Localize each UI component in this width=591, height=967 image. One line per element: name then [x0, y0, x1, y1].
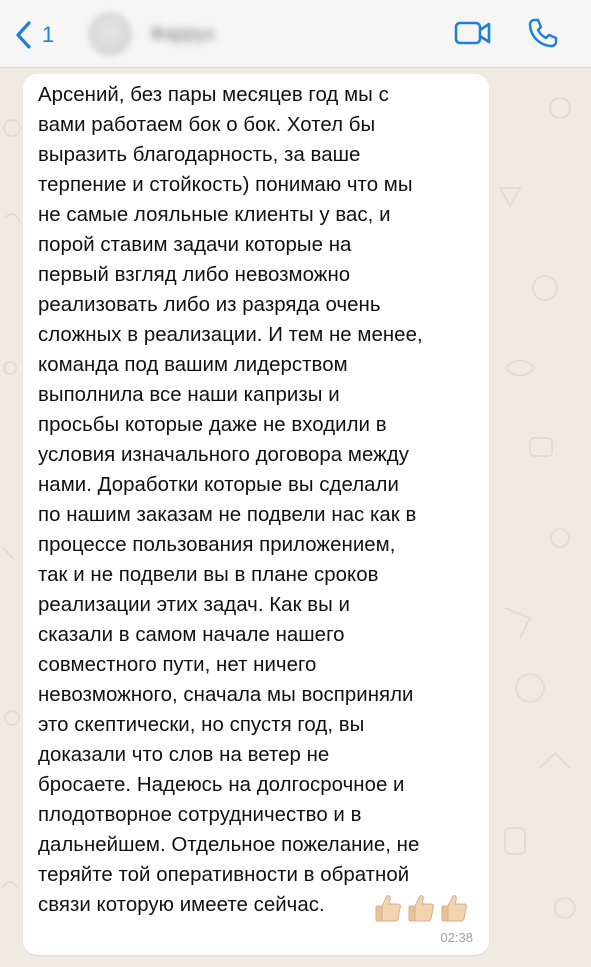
- video-call-button[interactable]: [453, 16, 493, 55]
- back-button[interactable]: [14, 18, 54, 52]
- video-call-icon: [453, 16, 493, 50]
- thumbs-up-emoji: [373, 892, 403, 924]
- phone-call-icon: [526, 16, 560, 50]
- thumbs-up-emoji: [406, 892, 436, 924]
- thumbs-up-emoji: [439, 892, 469, 924]
- message-timestamp: 02:38: [440, 930, 473, 945]
- contact-name[interactable]: Фаррух: [150, 24, 215, 45]
- message-text: Арсений, без пары месяцев год мы с вами работаем бок о бок. Хотел бы выразить благодарность, за ваше терпение и стойкость) понимаю что мы не самые лояльные клиенты у вас, и порой ставим задачи которые на первый взгляд либо невозможно реализовать либо из разряда очень сложных в реализации. И тем не менее, команда под вашим лидерством выполнила все наши капризы и просьбы которые даже не входили в условия изначального договора между нами. Доработки которые вы сделали по нашим заказам не подвели нас как в процессе пользования приложением, так и не подвели вы в плане сроков реализации этих задач. Как вы и сказали в самом начале нашего совместного пути, нет ничего невозможного, сначала мы восприняли это скептически, но спустя год, вы доказали что слов на ветер не бросаете. Надеюсь на долгосрочное и плодотворное сотрудничество и в дальнейшем. Отдельное пожелание, не теряйте той оперативности в обратной связи которую имеете сейчас.: [38, 84, 423, 916]
- voice-call-button[interactable]: [526, 16, 560, 55]
- avatar[interactable]: [88, 12, 132, 56]
- unread-count: 1: [42, 22, 55, 47]
- thumbs-up-emojis: [373, 892, 469, 924]
- message-bubble[interactable]: [23, 74, 489, 955]
- back-chevron-icon: [14, 20, 32, 50]
- chat-header: [0, 0, 591, 68]
